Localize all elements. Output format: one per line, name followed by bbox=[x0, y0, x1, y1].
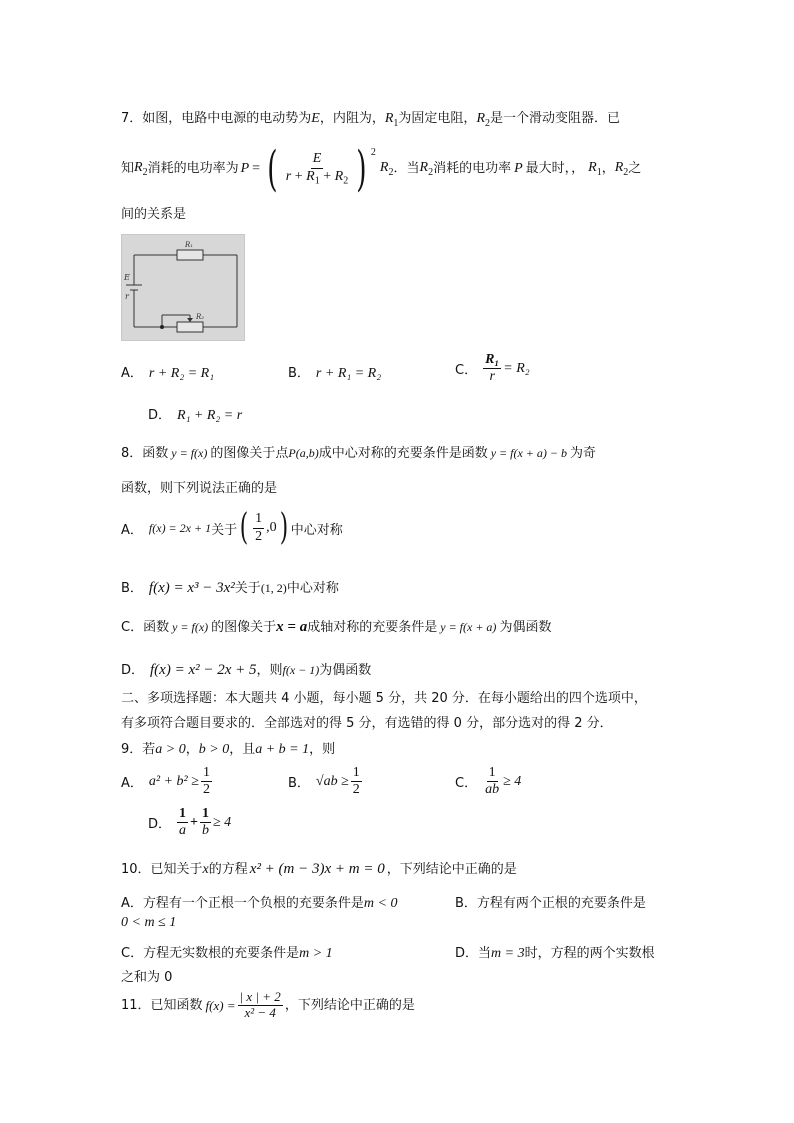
emf-symbol: E bbox=[311, 111, 320, 126]
circuit-figure bbox=[121, 234, 245, 341]
q7-text: ， bbox=[601, 161, 615, 177]
q7-text: ．当 bbox=[393, 161, 420, 177]
q10-option-d[interactable]: D．当m = 3时，方程的两个实数根 bbox=[455, 946, 655, 961]
right-paren: ) bbox=[356, 141, 367, 197]
option-expr: R₁ + R₂ = r bbox=[177, 408, 243, 423]
q10-stem: 10．已知关于x的方程 x² + (m − 3)x + m = 0 ，下列结论中正确的是 bbox=[121, 861, 517, 877]
q7-option-a[interactable]: A． r + R₂ = R₁ bbox=[121, 366, 215, 381]
figure-label-r: r bbox=[125, 292, 129, 301]
junction-dot bbox=[160, 325, 164, 329]
q7-line3: 间的关系是 bbox=[121, 207, 187, 222]
q10-option-b-cont: 0 < m ≤ 1 bbox=[121, 915, 177, 930]
q10-option-a[interactable]: A．方程有一个正根一个负根的充要条件是m < 0 bbox=[121, 896, 398, 911]
figure-label-e: E bbox=[124, 273, 130, 282]
q10-option-d-cont: 之和为 0 bbox=[121, 970, 173, 985]
q7-text: 之 bbox=[628, 161, 642, 177]
option-expr: r + R₁ = R₂ bbox=[315, 366, 382, 381]
equals-sign: = bbox=[252, 160, 261, 176]
power-symbol: P bbox=[514, 160, 523, 176]
q9-option-c[interactable]: C． $\frac{1}{ab}$ ≥ 4 bbox=[455, 765, 522, 798]
r2-symbol: $R_2$ bbox=[134, 159, 148, 178]
q7-text: 7．如图，电路中电源的电动势为 bbox=[121, 111, 312, 126]
q11-fraction: $\frac{| x | + 2}{\text{x² − 4}}$ bbox=[239, 989, 281, 1020]
r2-symbol: $R_2$ bbox=[419, 159, 434, 178]
q7-text: 是一个滑动变阻器．已 bbox=[490, 111, 621, 126]
figure-label-r1: R₁ bbox=[185, 241, 194, 249]
figure-label-r2: R₂ bbox=[196, 313, 205, 321]
q7-text: 为固定电阻， bbox=[398, 111, 477, 126]
q8-option-a[interactable]: A． f(x) = 2x + 1 关于 ( $\frac{1}{2}$ ,0 ) 中心对称 bbox=[121, 507, 343, 548]
exponent: 2 bbox=[370, 147, 376, 158]
q7-text: 知 bbox=[121, 161, 135, 177]
r1-symbol: $R_1$ bbox=[588, 159, 602, 178]
power-symbol: P bbox=[240, 160, 250, 176]
q10-option-c[interactable]: C．方程无实数根的充要条件是m > 1 bbox=[121, 946, 333, 961]
q8-option-c[interactable]: C．函数 y = f(x) 的图像关于x = a成轴对称的充要条件是 y = f(x + a) 为偶函数 bbox=[121, 619, 552, 635]
q7-line2 bbox=[121, 141, 642, 197]
q7-option-c[interactable]: C． $\frac{\text{R₁}}{r}$ = R₂ bbox=[455, 352, 530, 385]
q9-option-a[interactable]: A． a² + b² ≥ $\frac{1}{2}$ bbox=[121, 765, 210, 798]
q9-option-b[interactable]: B． √ab ≥ $\frac{1}{2}$ bbox=[288, 765, 360, 798]
left-paren: ( bbox=[267, 141, 278, 197]
q10-option-b[interactable]: B．方程有两个正根的充要条件是 bbox=[455, 896, 646, 911]
q7-option-d[interactable]: D． R₁ + R₂ = r bbox=[148, 408, 243, 423]
r1-symbol: $R_1$ bbox=[384, 111, 399, 129]
circuit-diagram bbox=[122, 235, 244, 340]
q7-text: 消耗的电功率 bbox=[433, 161, 512, 177]
q7-text: 消耗的电功率为 bbox=[147, 161, 239, 177]
q7-option-b[interactable]: B． r + R₁ = R₂ bbox=[288, 366, 382, 381]
q7-text: 最大时，， bbox=[525, 161, 585, 177]
q7-text: ，内阻为， bbox=[319, 111, 385, 126]
option-fraction: $\frac{\text{R₁}}{r}$ bbox=[485, 352, 500, 385]
q7-line1 bbox=[121, 111, 620, 130]
r2-symbol: $R_2$ bbox=[476, 111, 490, 129]
q11-stem: 11．已知函数 f(x) = $\frac{| x | + 2}{\text{x² − 4}}$ ，下列结论中正确的是 bbox=[121, 989, 415, 1020]
q8-option-b[interactable]: B． f(x) = x³ − 3x²关于(1, 2)中心对称 bbox=[121, 580, 339, 596]
q8-line1: 8．函数 y = f(x) 的图像关于点P(a,b)成中心对称的充要条件是函数 y = f(x + a) − b 为奇 bbox=[121, 446, 597, 461]
r2-symbol: $R_2$ bbox=[614, 159, 629, 178]
q9-option-d[interactable]: D． $\frac{1}{a}$ + $\frac{1}{b}$ ≥ 4 bbox=[148, 806, 232, 839]
section2-heading-line2: 有多项符合题目要求的．全部选对的得 5 分，有选错的得 0 分，部分选对的得 2 分． bbox=[121, 716, 613, 731]
q9-stem: 9．若a > 0，b > 0，且a + b = 1，则 bbox=[121, 742, 336, 757]
r2-symbol: $R_2$ bbox=[379, 159, 394, 178]
q8-line2: 函数，则下列说法正确的是 bbox=[121, 481, 278, 496]
section2-heading-line1: 二、多项选择题：本大题共 4 小题，每小题 5 分，共 20 分．在每小题给出的四个选项中， bbox=[121, 691, 647, 706]
power-fraction: $\frac{E}{r + R_1 + R_2}$ bbox=[285, 151, 349, 187]
option-expr: r + R₂ = R₁ bbox=[148, 366, 215, 381]
q8-option-d[interactable]: D． f(x) = x² − 2x + 5，则f(x − 1)为偶函数 bbox=[121, 662, 372, 678]
